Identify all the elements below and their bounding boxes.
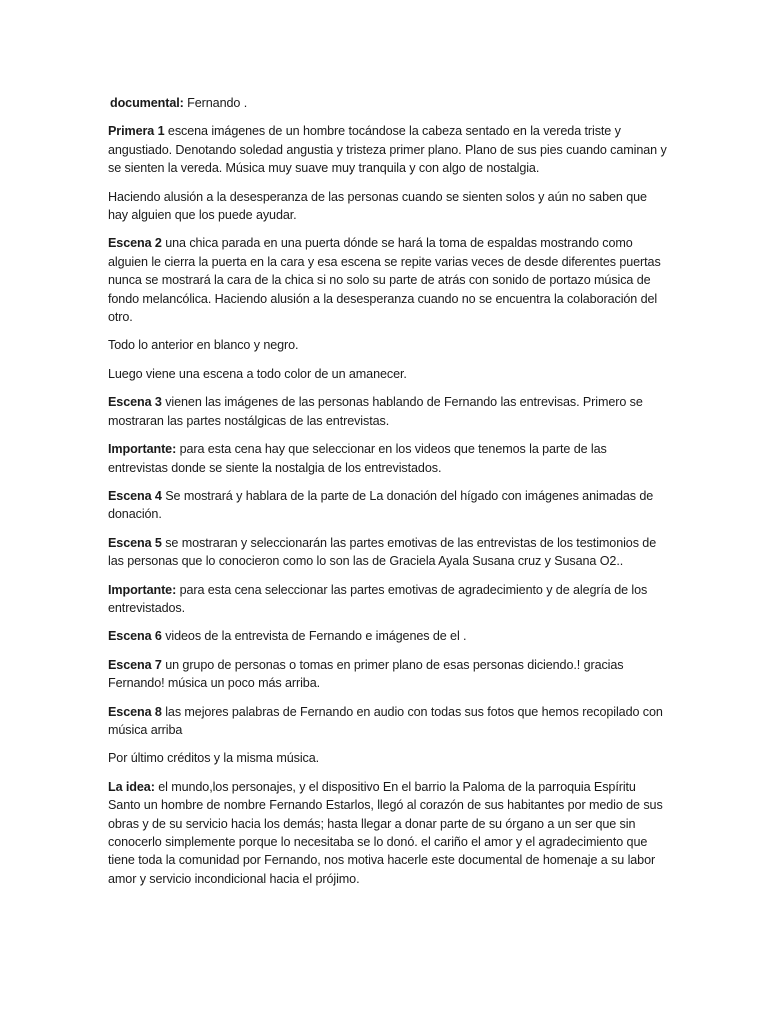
document-heading: [110, 94, 668, 112]
paragraph: [108, 749, 668, 767]
paragraph-text: se mostraran y seleccionarán las partes emotivas de las entrevistas de los testimonios de las personas que lo conocieron como lo son las de Graciela Ayala Susana cruz y Susana O2..: [108, 535, 657, 569]
paragraph-text: las mejores palabras de Fernando en audio con todas sus fotos que hemos recopilado con música arriba: [108, 704, 663, 737]
paragraph: [108, 487, 668, 524]
paragraph-text: el mundo,los personajes, y el dispositivo En el barrio la Paloma de la parroquia Espíritu Santo un hombre de nombre Fernando Estarlos, llegó al corazón de sus habitantes por medio de sus obras y de su servicio hacia los demás; hasta llegar a donar parte de su órgano a un ser que sin conocerlo simplemente porque lo necesitaba se lo donó. el cariño el amor y el agradecimiento que tiene toda la comunidad por Fernando, nos motiva hacerle este documental de homenaje a su labor amor y servicio incondicional hacia el prójimo.: [108, 779, 663, 886]
paragraph-text: Todo lo anterior en blanco y negro.: [108, 338, 299, 353]
paragraph-lead: La idea:: [108, 779, 155, 794]
paragraph-text: Se mostrará y hablara de la parte de La donación del hígado con imágenes animadas de donación.: [108, 488, 654, 522]
paragraph-lead: Importante:: [108, 442, 177, 457]
paragraph: [108, 778, 668, 888]
paragraph: [108, 336, 668, 354]
paragraph-list: [108, 122, 668, 888]
paragraph: [108, 122, 668, 177]
paragraph-lead: Escena 6: [108, 629, 162, 644]
paragraph-text: videos de la entrevista de Fernando e imágenes de el .: [161, 629, 467, 644]
paragraph-lead: Escena 5: [108, 535, 162, 550]
paragraph: [108, 627, 668, 645]
paragraph-lead: Escena 3: [108, 395, 162, 410]
paragraph: [108, 365, 668, 383]
paragraph-text: escena imágenes de un hombre tocándose la cabeza sentado en la vereda triste y angustiado. Denotando soledad angustia y tristeza primer plano. Plano de sus pies cuando caminan y se sienten la vereda. Música muy suave muy tranquila y con algo de nostalgia.: [108, 124, 667, 176]
paragraph-lead: Escena 4: [108, 488, 162, 503]
paragraph-lead: Escena 7: [108, 657, 162, 672]
paragraph-text: una chica parada en una puerta dónde se hará la toma de espaldas mostrando como alguien le cierra la puerta en la cara y esa escena se repite varias veces de desde diferentes puertas nunca se mostrará la cara de la chica si no solo su parte de atrás con sonido de portazo música de fondo melancólica. Haciendo alusión a la desesperanza cuando no se encuentra la colaboración del otro.: [108, 236, 661, 325]
paragraph-lead: Escena 2: [108, 236, 162, 251]
paragraph-text: un grupo de personas o tomas en primer plano de esas personas diciendo.! gracias Fernando! música un poco más arriba.: [108, 657, 624, 691]
paragraph: [108, 581, 668, 618]
heading-label: documental:: [110, 96, 184, 110]
paragraph-text: Luego viene una escena a todo color de un amanecer.: [108, 366, 407, 381]
heading-text: Fernando .: [183, 96, 248, 110]
paragraph: [108, 393, 668, 430]
paragraph: [108, 188, 668, 225]
paragraph: [108, 534, 668, 571]
paragraph-text: Haciendo alusión a la desesperanza de las personas cuando se sienten solos y aún no saben que hay alguien que los puede ayudar.: [108, 189, 647, 223]
paragraph-lead: Importante:: [108, 582, 177, 597]
paragraph: [108, 234, 668, 326]
paragraph-text: Por último créditos y la misma música.: [108, 751, 320, 766]
paragraph-text: para esta cena hay que seleccionar en los videos que tenemos la parte de las entrevistas donde se siente la nostalgia de los entrevistados.: [108, 442, 607, 475]
paragraph: [108, 440, 668, 477]
paragraph-lead: Escena 8: [108, 704, 162, 719]
paragraph-text: vienen las imágenes de las personas hablando de Fernando las entrevisas. Primero se mostraran las partes nostálgicas de las entrevistas.: [108, 395, 643, 428]
paragraph: [108, 656, 668, 693]
paragraph: [108, 703, 668, 740]
paragraph-text: para esta cena seleccionar las partes emotivas de agradecimiento y de alegría de los entrevistados.: [108, 582, 648, 615]
paragraph-lead: Primera 1: [108, 124, 165, 139]
